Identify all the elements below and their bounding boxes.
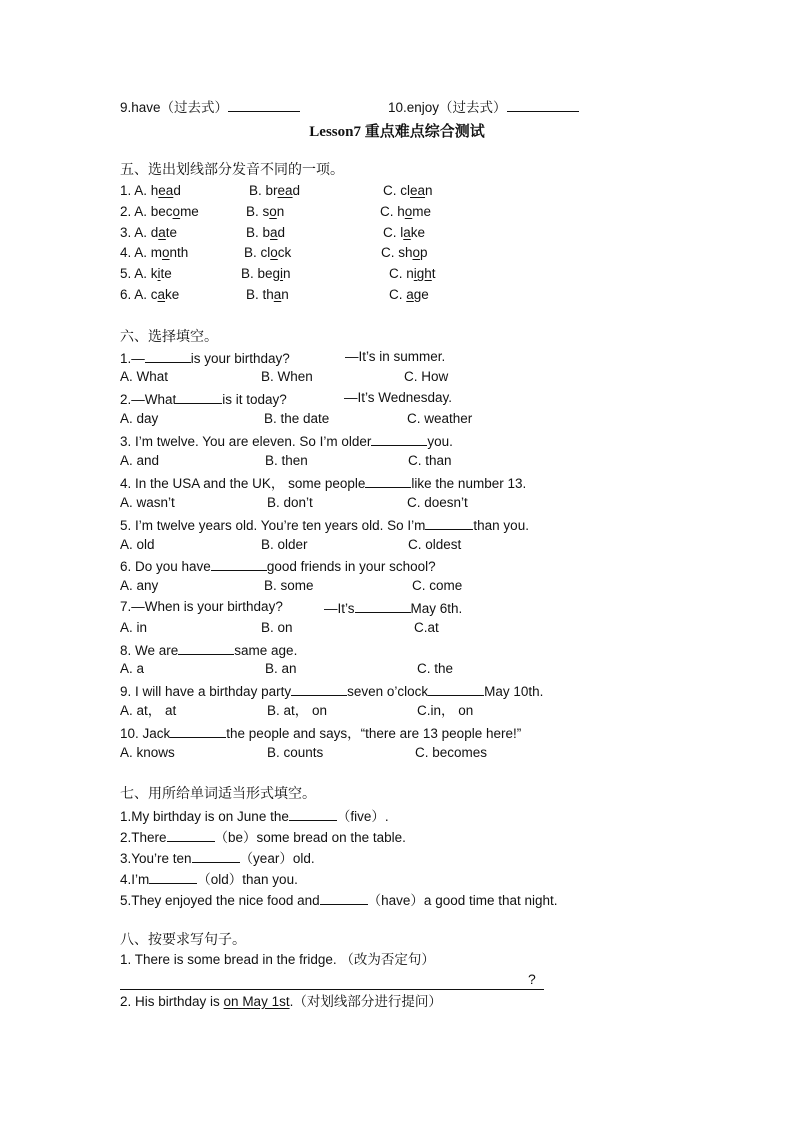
s6-question-9: 9. I will have a birthday party seven o’clock May 10th.: [120, 681, 543, 701]
s5-row-4-option-c: C. shop: [381, 245, 428, 260]
option-c: C.at: [414, 620, 439, 635]
answer-blank[interactable]: [428, 681, 484, 696]
s6-question-7-reply: —It’s May 6th.: [324, 598, 462, 618]
s5-row-5-option-c: C. night: [389, 266, 436, 281]
option-c: C.in， on: [417, 703, 474, 718]
top-question-10: 10.enjoy（过去式）: [388, 97, 579, 117]
answer-blank[interactable]: [145, 348, 191, 363]
answer-blank[interactable]: [170, 723, 226, 738]
section-6-heading: 六、选择填空。: [120, 328, 218, 344]
section-7-heading: 七、用所给单词适当形式填空。: [120, 785, 316, 801]
s6-options-1: A. What: [120, 369, 169, 384]
answer-blank[interactable]: [291, 681, 347, 696]
option-a: A. day: [120, 411, 159, 426]
s6-question-1: 1.— is your birthday?: [120, 348, 290, 368]
answer-blank[interactable]: [507, 97, 579, 112]
option-a: A. a: [120, 661, 145, 676]
s5-row-1-option-b: B. bread: [249, 183, 301, 198]
top-question-9: 9.have（过去式）: [120, 97, 300, 117]
s5-row-5-option-a: 5. A. kite: [120, 266, 172, 281]
s8-question-2: 2. His birthday is on May 1st.（对划线部分进行提问）: [120, 994, 442, 1009]
option-c: C. oldest: [408, 537, 462, 552]
answer-blank[interactable]: [211, 556, 267, 571]
s6-question-5: 5. I’m twelve years old. You’re ten years old. So I’m than you.: [120, 515, 529, 535]
page-title: Lesson7 重点难点综合测试: [309, 124, 485, 140]
option-a: A. knows: [120, 745, 175, 760]
s7-question-1: 1.My birthday is on June the （five）.: [120, 806, 389, 826]
answer-blank[interactable]: [365, 473, 411, 488]
answer-blank[interactable]: [371, 431, 427, 446]
option-c: C. come: [412, 578, 463, 593]
option-c: C. becomes: [415, 745, 488, 760]
option-a: A. and: [120, 453, 160, 468]
s6-question-4: 4. In the USA and the UK， some people like the number 13.: [120, 473, 526, 493]
s5-row-3-option-c: C. lake: [383, 225, 426, 240]
s5-row-4-option-b: B. clock: [244, 245, 292, 260]
answer-blank[interactable]: [228, 97, 300, 112]
s7-question-3: 3.You’re ten （year）old.: [120, 848, 315, 868]
s6-question-7: 7.—When is your birthday?: [120, 599, 283, 614]
s6-question-6: 6. Do you have good friends in your school?: [120, 556, 436, 576]
s5-row-3-option-b: B. bad: [246, 225, 286, 240]
option-c: C. weather: [407, 411, 473, 426]
option-a: A. any: [120, 578, 159, 593]
s5-row-6-option-b: B. than: [246, 287, 289, 302]
s8-question-1: 1. There is some bread in the fridge. （改为否定句）: [120, 952, 435, 967]
s5-row-2-option-b: B. son: [246, 204, 285, 219]
option-c: C. How: [404, 369, 449, 384]
option-a: A. at， at: [120, 703, 177, 718]
option-c: C. the: [417, 661, 454, 676]
s5-row-1-option-a: 1. A. head: [120, 183, 181, 198]
s6-question-2-reply: —It’s Wednesday.: [344, 390, 453, 405]
s6-question-3: 3. I’m twelve. You are eleven. So I’m older you.: [120, 431, 453, 451]
answer-line[interactable]: [120, 989, 544, 990]
option-c: C. doesn’t: [407, 495, 468, 510]
option-a: A. wasn’t: [120, 495, 175, 510]
option-b: B. on: [261, 620, 293, 635]
option-a: A. old: [120, 537, 155, 552]
s5-row-5-option-b: B. begin: [241, 266, 291, 281]
question-mark: ?: [528, 971, 536, 987]
option-b: B. don’t: [267, 495, 313, 510]
s5-row-6-option-a: 6. A. cake: [120, 287, 180, 302]
option-c: C. than: [408, 453, 452, 468]
answer-blank[interactable]: [176, 389, 222, 404]
s7-question-5: 5.They enjoyed the nice food and （have）a good time that night.: [120, 890, 558, 910]
answer-blank[interactable]: [320, 890, 368, 905]
option-b: B. then: [265, 453, 308, 468]
s7-question-2: 2.There （be）some bread on the table.: [120, 827, 406, 847]
option-a: A. in: [120, 620, 148, 635]
s6-question-10: 10. Jack the people and says，“there are 13 people here!”: [120, 723, 521, 743]
s5-row-3-option-a: 3. A. date: [120, 225, 178, 240]
s5-row-2-option-c: C. home: [380, 204, 432, 219]
answer-blank[interactable]: [425, 515, 473, 530]
answer-blank[interactable]: [149, 869, 197, 884]
option-b: B. some: [264, 578, 314, 593]
option-b: B. counts: [267, 745, 324, 760]
section-8-heading: 八、按要求写句子。: [120, 931, 246, 947]
option-b: B. When: [261, 369, 313, 384]
answer-blank[interactable]: [289, 806, 337, 821]
answer-blank[interactable]: [355, 598, 411, 613]
option-b: B. at， on: [267, 703, 328, 718]
option-b: B. an: [265, 661, 297, 676]
answer-blank[interactable]: [178, 640, 234, 655]
s6-question-1-reply: —It’s in summer.: [345, 349, 446, 364]
option-b: B. older: [261, 537, 308, 552]
s5-row-4-option-a: 4. A. month: [120, 245, 189, 260]
s5-row-2-option-a: 2. A. become: [120, 204, 199, 219]
s6-question-8: 8. We are same age.: [120, 640, 297, 660]
option-b: B. the date: [264, 411, 330, 426]
section-5-heading: 五、选出划线部分发音不同的一项。: [120, 161, 344, 177]
answer-blank[interactable]: [167, 827, 215, 842]
answer-blank[interactable]: [192, 848, 240, 863]
s5-row-1-option-c: C. clean: [383, 183, 433, 198]
s6-question-2: 2.—What is it today?: [120, 389, 287, 409]
s5-row-6-option-c: C. age: [389, 287, 429, 302]
s7-question-4: 4.I’m （old）than you.: [120, 869, 298, 889]
